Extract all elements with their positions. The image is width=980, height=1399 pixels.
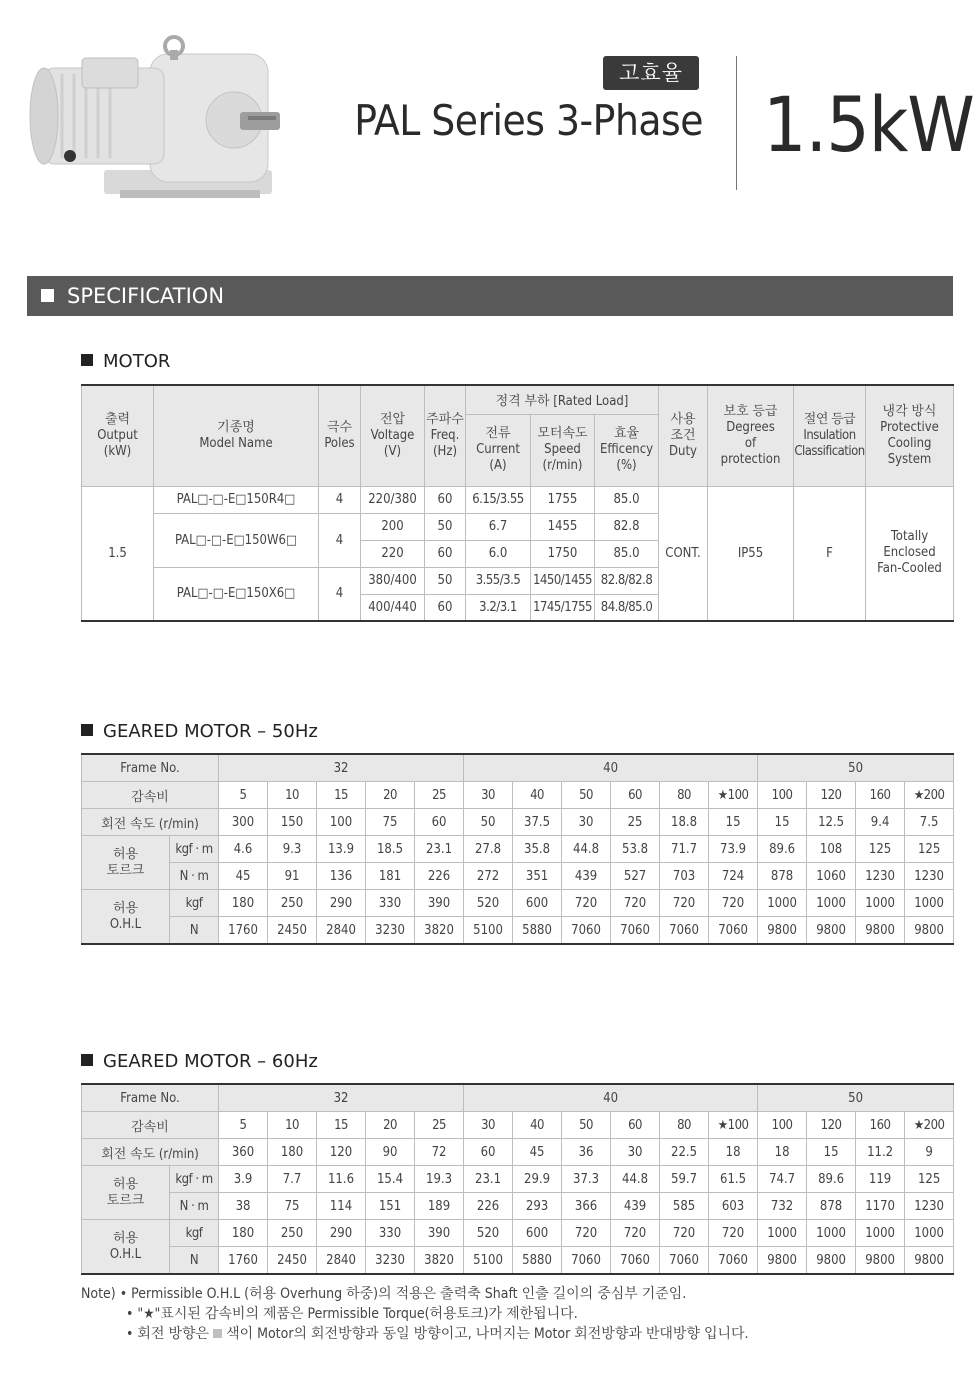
torque-nm-value: 724 [709,863,758,890]
note-line-1: Note) • Permissible O.H.L (허용 Overhung 하중)의 적용은 출력축 Shaft 인출 길이의 중심부 기준임. [81,1286,687,1302]
ohl-n-value: 3820 [415,1247,464,1275]
speed-value: 50 [464,809,513,836]
freq-value: 60 [425,540,466,567]
ohl-kgf-unit: kgf [170,890,219,917]
gray-square-marker-icon [213,1329,222,1338]
speed-value: 1450/1455 [531,567,595,594]
ohl-kgf-value: 390 [415,890,464,917]
geared-motor-50hz-table [81,753,954,945]
current-value: 3.55/3.5 [466,567,531,594]
torque-kgfm-value: 11.6 [317,1166,366,1193]
speed-value: 37.5 [513,809,562,836]
torque-nm-value: 189 [415,1193,464,1220]
ratio-value: 120 [807,782,856,809]
voltage-value: 200 [361,513,425,540]
torque-nm-value: 351 [513,863,562,890]
torque-nm-value: 439 [562,863,611,890]
torque-kgfm-value: 108 [807,836,856,863]
speed-value: 15 [758,809,807,836]
ratio-row-label: 감속비 [82,1112,219,1139]
torque-nm-value: 272 [464,863,513,890]
ratio-value: 50 [562,1112,611,1139]
frame-row [82,1084,954,1112]
torque-kgfm-value: 27.8 [464,836,513,863]
ohl-kgf-value: 1000 [856,890,905,917]
header-poles: 극수 Poles [319,385,361,486]
speed-value: 22.5 [660,1139,709,1166]
torque-nm-value: 91 [268,863,317,890]
ohl-kgf-value: 520 [464,1220,513,1247]
voltage-value: 220/380 [361,486,425,513]
torque-nm-value: 703 [660,863,709,890]
ratio-value: 25 [415,1112,464,1139]
speed-value: 1755 [531,486,595,513]
speed-row [82,809,954,836]
geared-motor-60hz-table [81,1083,954,1275]
torque-kgfm-row [82,1166,954,1193]
ohl-n-value: 7060 [611,1247,660,1275]
ohl-n-value: 9800 [856,1247,905,1275]
ohl-kgf-value: 720 [562,890,611,917]
torque-nm-unit: N · m [170,1193,219,1220]
torque-kgfm-value: 44.8 [562,836,611,863]
model-name: PAL□-□-E□150R4□ [154,486,319,513]
ratio-value: 10 [268,782,317,809]
torque-kgfm-value: 59.7 [660,1166,709,1193]
speed-value: 12.5 [807,809,856,836]
voltage-value: 380/400 [361,567,425,594]
header-voltage: 전압 Voltage (V) [361,385,425,486]
ratio-value: 10 [268,1112,317,1139]
torque-label: 허용 토르크 [82,1166,170,1220]
ohl-n-value: 9800 [807,1247,856,1275]
header-output: 출력 Output (kW) [82,385,154,486]
ohl-n-value: 9800 [807,917,856,945]
torque-nm-unit: N · m [170,863,219,890]
ohl-n-row [82,917,954,945]
ratio-value: 25 [415,782,464,809]
ratio-value: 80 [660,1112,709,1139]
torque-kgfm-value: 89.6 [807,1166,856,1193]
torque-kgfm-value: 15.4 [366,1166,415,1193]
ohl-label: 허용 O.H.L [82,890,170,945]
torque-nm-value: 45 [219,863,268,890]
ohl-kgf-value: 1000 [758,890,807,917]
torque-nm-value: 151 [366,1193,415,1220]
protection-value: IP55 [708,486,794,621]
speed-row-label: 회전 속도 (r/min) [82,809,219,836]
high-efficiency-badge: 고효율 [603,56,699,90]
ratio-value: ★200 [905,1112,954,1139]
efficiency-value: 85.0 [595,540,659,567]
torque-kgfm-value: 53.8 [611,836,660,863]
speed-value: 1750 [531,540,595,567]
current-value: 6.7 [466,513,531,540]
torque-nm-row [82,863,954,890]
ohl-kgf-value: 720 [709,1220,758,1247]
efficiency-value: 84.8/85.0 [595,594,659,621]
torque-nm-value: 585 [660,1193,709,1220]
gear50-heading: GEARED MOTOR – 50Hz [81,721,318,742]
ratio-value: 120 [807,1112,856,1139]
ohl-kgf-value: 290 [317,890,366,917]
ohl-kgf-value: 600 [513,890,562,917]
torque-kgfm-value: 74.7 [758,1166,807,1193]
motor-heading: MOTOR [81,351,170,372]
ratio-value: 30 [464,1112,513,1139]
speed-value: 100 [317,809,366,836]
square-bullet-icon [81,724,93,736]
speed-value: 120 [317,1139,366,1166]
speed-value: 30 [611,1139,660,1166]
frame-value: 50 [758,754,954,782]
torque-nm-value: 1230 [905,1193,954,1220]
torque-kgfm-value: 71.7 [660,836,709,863]
model-name: PAL□-□-E□150X6□ [154,567,319,621]
series-title: PAL Series 3-Phase [354,96,703,145]
speed-value: 18 [758,1139,807,1166]
ohl-label: 허용 O.H.L [82,1220,170,1275]
ohl-n-value: 3230 [366,1247,415,1275]
ratio-value: ★100 [709,1112,758,1139]
current-value: 3.2/3.1 [466,594,531,621]
speed-value: 7.5 [905,809,954,836]
table-row [82,486,954,513]
cooling-value: Totally Enclosed Fan-Cooled [866,486,954,621]
ohl-n-value: 9800 [905,917,954,945]
ohl-kgf-value: 250 [268,890,317,917]
ohl-kgf-value: 1000 [905,1220,954,1247]
ohl-kgf-value: 180 [219,890,268,917]
torque-kgfm-value: 13.9 [317,836,366,863]
torque-kgfm-value: 125 [905,1166,954,1193]
ohl-kgf-value: 720 [611,1220,660,1247]
speed-value: 36 [562,1139,611,1166]
note-line-3: • 회전 방향은 색이 Motor의 회전방향과 동일 방향이고, 나머지는 Motor 회전방향과 반대방향 입니다. [126,1326,749,1342]
ohl-kgf-value: 180 [219,1220,268,1247]
torque-kgfm-value: 37.3 [562,1166,611,1193]
ratio-value: 100 [758,782,807,809]
torque-kgfm-value: 89.6 [758,836,807,863]
torque-nm-row [82,1193,954,1220]
speed-value: 60 [415,809,464,836]
ohl-kgf-value: 390 [415,1220,464,1247]
speed-value: 45 [513,1139,562,1166]
header-efficiency: 효율 Efficency (%) [595,414,659,486]
frame-value: 32 [219,754,464,782]
ohl-n-value: 5100 [464,917,513,945]
geared-motor-image [22,30,282,210]
power-rating-title: 1.5kW [763,80,974,169]
ohl-n-row [82,1247,954,1275]
torque-nm-value: 732 [758,1193,807,1220]
efficiency-value: 82.8/82.8 [595,567,659,594]
speed-value: 90 [366,1139,415,1166]
torque-label: 허용 토르크 [82,836,170,890]
ratio-value: 20 [366,1112,415,1139]
torque-kgfm-value: 4.6 [219,836,268,863]
torque-nm-value: 226 [464,1193,513,1220]
freq-value: 60 [425,594,466,621]
ohl-kgf-value: 720 [660,890,709,917]
speed-value: 360 [219,1139,268,1166]
section-title: SPECIFICATION [67,284,225,308]
header-model: 기종명 Model Name [154,385,319,486]
ohl-n-value: 9800 [758,917,807,945]
torque-kgfm-value: 35.8 [513,836,562,863]
ohl-kgf-row [82,1220,954,1247]
frame-no-label: Frame No. [82,754,219,782]
ohl-kgf-value: 1000 [856,1220,905,1247]
torque-nm-value: 114 [317,1193,366,1220]
ohl-n-value: 7060 [709,1247,758,1275]
ohl-kgf-value: 1000 [758,1220,807,1247]
ratio-row [82,782,954,809]
ohl-n-value: 9800 [856,917,905,945]
ohl-n-value: 7060 [660,1247,709,1275]
speed-value: 300 [219,809,268,836]
ohl-n-value: 2450 [268,1247,317,1275]
freq-value: 50 [425,567,466,594]
output-value: 1.5 [82,486,154,621]
torque-kgfm-unit: kgf · m [170,1166,219,1193]
ohl-n-value: 5100 [464,1247,513,1275]
ratio-value: 50 [562,782,611,809]
frame-value: 50 [758,1084,954,1112]
torque-nm-value: 1060 [807,863,856,890]
efficiency-value: 85.0 [595,486,659,513]
ohl-n-value: 3820 [415,917,464,945]
ohl-kgf-value: 290 [317,1220,366,1247]
torque-nm-value: 1230 [856,863,905,890]
header-cooling: 냉각 방식 Protective Cooling System [866,385,954,486]
square-bullet-icon [41,289,54,302]
voltage-value: 220 [361,540,425,567]
speed-value: 11.2 [856,1139,905,1166]
speed-value: 9 [905,1139,954,1166]
header-protection: 보호 등급 Degrees of protection [708,385,794,486]
ohl-kgf-value: 1000 [807,1220,856,1247]
torque-nm-value: 75 [268,1193,317,1220]
torque-kgfm-row [82,836,954,863]
ratio-value: 80 [660,782,709,809]
speed-value: 15 [709,809,758,836]
torque-kgfm-value: 23.1 [415,836,464,863]
speed-value: 18 [709,1139,758,1166]
ratio-value: 5 [219,782,268,809]
torque-kgfm-value: 18.5 [366,836,415,863]
ohl-n-value: 7060 [660,917,709,945]
header-insulation: 절연 등급 Insulation Classification [794,385,866,486]
speed-value: 150 [268,809,317,836]
header-rated-load: 정격 부하 [Rated Load] [466,385,659,414]
ratio-value: 40 [513,1112,562,1139]
torque-kgfm-value: 19.3 [415,1166,464,1193]
poles-value: 4 [319,513,361,567]
ohl-kgf-unit: kgf [170,1220,219,1247]
torque-kgfm-value: 73.9 [709,836,758,863]
ohl-kgf-value: 720 [562,1220,611,1247]
ratio-value: 20 [366,782,415,809]
specification-bar [27,276,953,316]
ohl-n-value: 7060 [562,917,611,945]
ohl-kgf-value: 720 [660,1220,709,1247]
gear60-heading: GEARED MOTOR – 60Hz [81,1051,318,1072]
efficiency-value: 82.8 [595,513,659,540]
torque-kgfm-value: 23.1 [464,1166,513,1193]
current-value: 6.15/3.55 [466,486,531,513]
ratio-value: 40 [513,782,562,809]
ratio-row [82,1112,954,1139]
header-freq: 주파수 Freq. (Hz) [425,385,466,486]
ratio-value: 15 [317,782,366,809]
ratio-value: 160 [856,782,905,809]
torque-kgfm-value: 7.7 [268,1166,317,1193]
speed-value: 25 [611,809,660,836]
frame-value: 40 [464,754,758,782]
ohl-n-value: 2450 [268,917,317,945]
frame-value: 32 [219,1084,464,1112]
insulation-value: F [794,486,866,621]
ohl-n-value: 9800 [758,1247,807,1275]
ohl-kgf-value: 720 [611,890,660,917]
ohl-kgf-value: 1000 [807,890,856,917]
torque-kgfm-value: 119 [856,1166,905,1193]
ohl-n-value: 7060 [709,917,758,945]
ohl-n-value: 5880 [513,917,562,945]
speed-value: 60 [464,1139,513,1166]
note-line-2: • "★"표시된 감속비의 제품은 Permissible Torque(허용토크)가 제한됩니다. [126,1306,578,1322]
poles-value: 4 [319,486,361,513]
header-duty: 사용 조건 Duty [659,385,708,486]
speed-value: 180 [268,1139,317,1166]
torque-kgfm-value: 9.3 [268,836,317,863]
speed-value: 72 [415,1139,464,1166]
speed-value: 18.8 [660,809,709,836]
torque-nm-value: 1230 [905,863,954,890]
torque-kgfm-value: 3.9 [219,1166,268,1193]
ratio-value: 60 [611,1112,660,1139]
torque-nm-value: 439 [611,1193,660,1220]
ohl-n-value: 2840 [317,917,366,945]
ohl-n-value: 1760 [219,1247,268,1275]
speed-row-label: 회전 속도 (r/min) [82,1139,219,1166]
ohl-kgf-value: 330 [366,890,415,917]
frame-no-label: Frame No. [82,1084,219,1112]
ratio-row-label: 감속비 [82,782,219,809]
header-current: 전류 Current (A) [466,414,531,486]
duty-value: CONT. [659,486,708,621]
ohl-kgf-value: 1000 [905,890,954,917]
ohl-n-value: 3230 [366,917,415,945]
ohl-kgf-row [82,890,954,917]
ohl-kgf-value: 600 [513,1220,562,1247]
ohl-kgf-value: 330 [366,1220,415,1247]
model-name: PAL□-□-E□150W6□ [154,513,319,567]
speed-value: 1455 [531,513,595,540]
note-label: Note) [81,1286,116,1302]
poles-value: 4 [319,567,361,621]
torque-nm-value: 226 [415,863,464,890]
ratio-value: 100 [758,1112,807,1139]
ratio-value: ★200 [905,782,954,809]
ohl-n-value: 9800 [905,1247,954,1275]
ohl-n-value: 2840 [317,1247,366,1275]
ratio-value: 160 [856,1112,905,1139]
torque-nm-value: 603 [709,1193,758,1220]
voltage-value: 400/440 [361,594,425,621]
torque-nm-value: 527 [611,863,660,890]
torque-kgfm-value: 125 [856,836,905,863]
ohl-n-value: 7060 [562,1247,611,1275]
title-divider [736,56,737,190]
square-bullet-icon [81,1054,93,1066]
torque-nm-value: 1170 [856,1193,905,1220]
frame-value: 40 [464,1084,758,1112]
torque-nm-value: 366 [562,1193,611,1220]
ohl-n-value: 7060 [611,917,660,945]
torque-nm-value: 293 [513,1193,562,1220]
ohl-n-unit: N [170,917,219,945]
torque-nm-value: 181 [366,863,415,890]
freq-value: 60 [425,486,466,513]
torque-kgfm-unit: kgf · m [170,836,219,863]
ohl-kgf-value: 520 [464,890,513,917]
ohl-kgf-value: 720 [709,890,758,917]
speed-value: 1745/1755 [531,594,595,621]
torque-nm-value: 38 [219,1193,268,1220]
torque-nm-value: 136 [317,863,366,890]
ratio-value: 60 [611,782,660,809]
torque-kgfm-value: 125 [905,836,954,863]
torque-nm-value: 878 [807,1193,856,1220]
header-speed: 모터속도 Speed (r/min) [531,414,595,486]
torque-kgfm-value: 44.8 [611,1166,660,1193]
ohl-n-value: 5880 [513,1247,562,1275]
frame-row [82,754,954,782]
ohl-n-unit: N [170,1247,219,1275]
ratio-value: 5 [219,1112,268,1139]
ratio-value: 30 [464,782,513,809]
speed-value: 15 [807,1139,856,1166]
torque-kgfm-value: 61.5 [709,1166,758,1193]
speed-value: 9.4 [856,809,905,836]
ohl-kgf-value: 250 [268,1220,317,1247]
current-value: 6.0 [466,540,531,567]
ratio-value: 15 [317,1112,366,1139]
torque-nm-value: 878 [758,863,807,890]
ohl-n-value: 1760 [219,917,268,945]
torque-kgfm-value: 29.9 [513,1166,562,1193]
speed-value: 30 [562,809,611,836]
speed-value: 75 [366,809,415,836]
square-bullet-icon [81,354,93,366]
ratio-value: ★100 [709,782,758,809]
motor-spec-table [81,384,954,622]
speed-row [82,1139,954,1166]
freq-value: 50 [425,513,466,540]
